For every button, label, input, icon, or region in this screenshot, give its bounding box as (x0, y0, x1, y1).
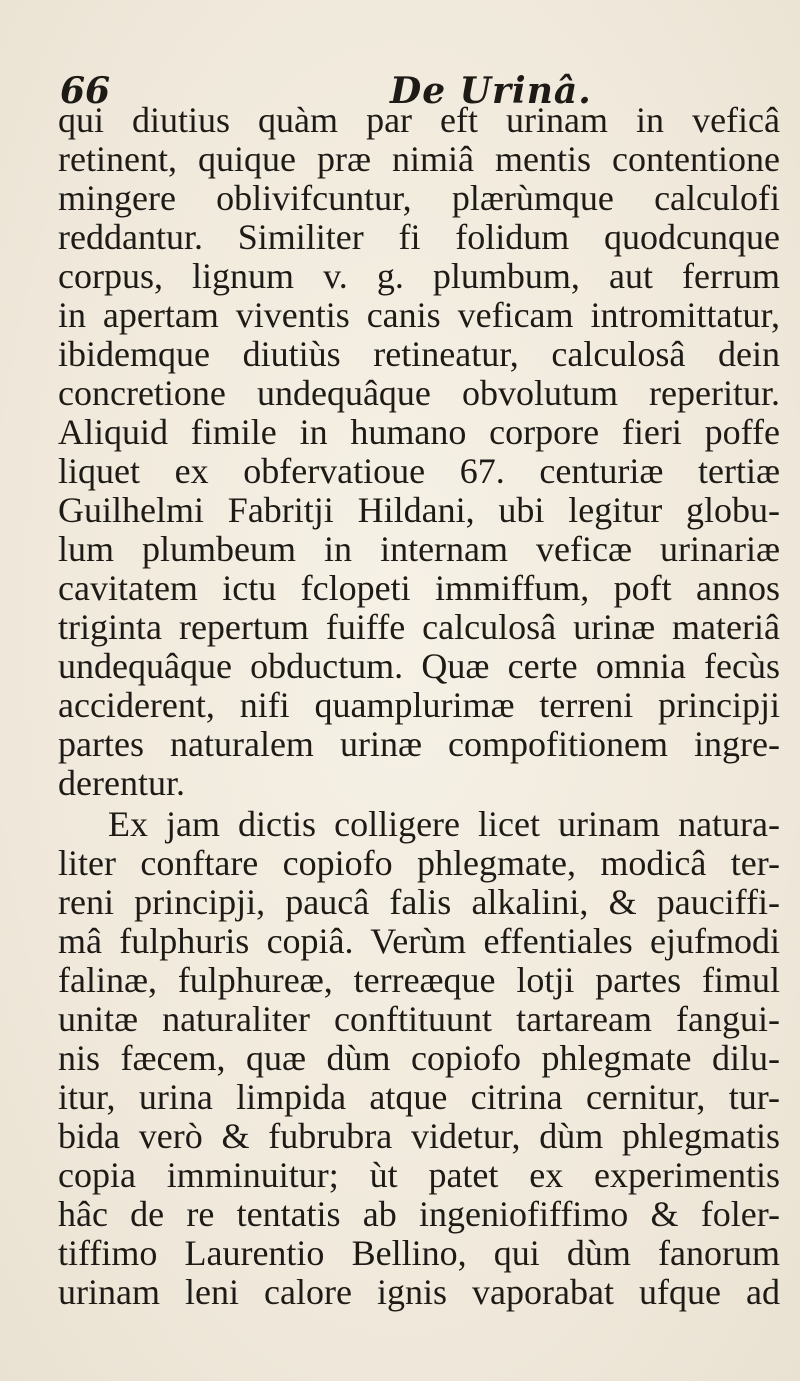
text-line: copia imminuitur; ùt patet ex experimentis (58, 1155, 780, 1195)
text-line: mingere oblivifcuntur, plærùmque calculofi (58, 178, 780, 218)
text-line: reddantur. Similiter fi folidum quodcunque (58, 217, 780, 257)
text-line: unitæ naturaliter conftituunt tartaream fangui- (58, 999, 780, 1039)
text-line: corpus, lignum v. g. plumbum, aut ferrum (58, 256, 780, 296)
text-line: urinam leni calore ignis vaporabat ufque ad (58, 1272, 780, 1312)
text-line: hâc de re tentatis ab ingeniofiffimo & foler- (58, 1194, 780, 1234)
text-line: ibidemque diutiùs retineatur, calculosâ dein (58, 334, 780, 374)
text-line: nis fæcem, quæ dùm copiofo phlegmate dilu- (58, 1038, 780, 1078)
text-line: Guilhelmi Fabritji Hildani, ubi legitur globu- (58, 490, 780, 530)
text-line: falinæ, fulphureæ, terreæque lotji partes fimul (58, 960, 780, 1000)
text-line: liquet ex obfervatioue 67. centuriæ tertiæ (58, 451, 780, 491)
text-line: cavitatem ictu fclopeti immiffum, poft annos (58, 568, 780, 608)
text-line: retinent, quique præ nimiâ mentis contentione (58, 139, 780, 179)
text-line: partes naturalem urinæ compofitionem ingre- (58, 724, 780, 764)
text-line: tiffimo Laurentio Bellino, qui dùm fanorum (58, 1233, 780, 1273)
text-line: qui diutius quàm par eft urinam in veficâ (58, 100, 780, 140)
text-line: in apertam viventis canis veficam intromittatur, (58, 295, 780, 335)
text-line: Ex jam dictis colligere licet urinam natura- (108, 804, 780, 844)
text-line: reni principji, paucâ falis alkalini, & pauciffi- (58, 882, 780, 922)
page-number: 66 (60, 70, 111, 112)
text-line: Aliquid fimile in humano corpore fieri poffe (58, 412, 780, 452)
text-line: derentur. (58, 763, 185, 803)
text-line: acciderent, nifi quamplurimæ terreni principji (58, 685, 780, 725)
text-line: lum plumbeum in internam veficæ urinariæ (58, 529, 780, 569)
text-line: concretione undequâque obvolutum reperitur. (58, 373, 780, 413)
text-line: triginta repertum fuiffe calculosâ urinæ materiâ (58, 607, 780, 647)
running-head: De Urinâ. (390, 70, 592, 112)
text-line: undequâque obductum. Quæ certe omnia fecùs (58, 646, 780, 686)
text-line: itur, urina limpida atque citrina cernitur, tur- (58, 1077, 780, 1117)
text-line: bida verò & fubrubra videtur, dùm phlegmatis (58, 1116, 780, 1156)
text-line: mâ fulphuris copiâ. Verùm effentiales ejufmodi (58, 921, 780, 961)
text-line: liter conftare copiofo phlegmate, modicâ ter- (58, 843, 780, 883)
